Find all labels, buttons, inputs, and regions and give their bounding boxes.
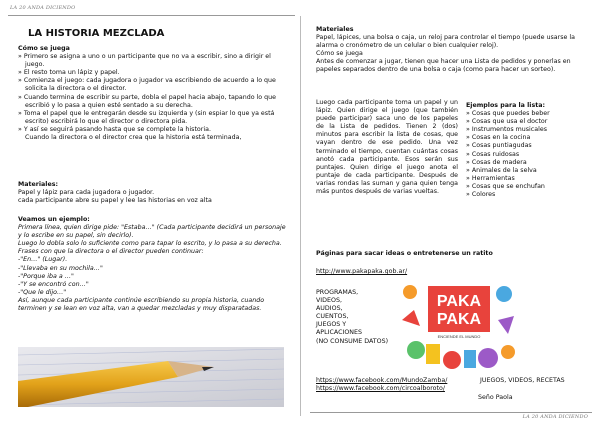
como-heading: Cómo se juega	[18, 45, 70, 52]
ejemplo-line: -"Llevaba en su mochila…"	[18, 264, 103, 272]
pakapaka-logo	[400, 280, 518, 372]
programas-line: PROGRAMAS,	[316, 289, 359, 296]
mundozamba-link[interactable]: https://www.facebook.com/MundoZamba/	[316, 377, 448, 384]
ejemplo-item: » Instrumentos musicales	[466, 126, 548, 134]
ejemplo-line: -"Porque iba a …"	[18, 272, 74, 280]
como-item: » Comienza el juego: cada jugadora o jugador va escribiendo de acuerdo a lo que solicita la directora o el director.	[18, 77, 276, 93]
ejemplo-line: -"En…" (Lugar).	[18, 256, 68, 264]
pakapaka-link[interactable]: http://www.pakapaka.gob.ar/	[316, 268, 408, 275]
materiales-section	[18, 181, 288, 205]
page-title: LA HISTORIA MEZCLADA	[28, 28, 165, 39]
mundozamba-desc: JUEGOS, VIDEOS, RECETAS	[480, 377, 565, 384]
ejemplo-item: » Herramientas	[466, 174, 515, 182]
logo-word: PAKA	[436, 293, 482, 310]
como-item: » Y así se seguirá pasando hasta que se complete la historia.	[18, 125, 211, 133]
ejemplo-item: » Animales de la selva	[466, 166, 537, 174]
ejemplo-line: -"Que le dijo…"	[18, 288, 67, 296]
ejemplo-item: » Cosas ruidosas	[466, 150, 520, 158]
materiales-line: cada participante abre su papel y lee las historias en voz alta	[18, 197, 212, 205]
ejemplo-item: » Cosas de madera	[466, 158, 527, 166]
ejemplo-item: » Cosas puntiagudas	[466, 142, 532, 150]
ejemplo-item: » Cosas que se enchufan	[466, 182, 545, 190]
programas-line: (NO CONSUME DATOS)	[316, 337, 389, 345]
ejemplo-item: » Cosas que usa el doctor	[466, 118, 548, 126]
programas-line: CUENTOS,	[316, 313, 349, 321]
logo-sub: ENCIENDE EL MUNDO	[437, 334, 481, 339]
ejemplo-line: Así, aunque cada participante continúe escribiendo su propia historia, cuando terminen y se lean en voz alta, van a quedar mezcladas y muy disparatadas.	[18, 296, 265, 313]
ejemplo-section	[18, 216, 288, 313]
signature: Seño Paola	[478, 394, 513, 401]
circoalboroto-link[interactable]: https://www.facebook.com/circoalboroto/	[316, 385, 445, 392]
como-item: » Toma el papel que le entregarán desde su izquierda y (sin espiar lo que ya está escrito) escribirá lo que el director o directora pida.	[18, 109, 275, 125]
programas-list	[316, 289, 406, 346]
logo-word: PAKA	[436, 311, 482, 328]
right-materiales-heading: Materiales	[316, 26, 354, 33]
como-item: » Primero se asigna a uno o un participante que no va a escribir, sino a dirigir el juego.	[18, 53, 271, 69]
right-materiales	[316, 26, 588, 75]
como-section	[18, 45, 288, 142]
ejemplo-heading: Veamos un ejemplo:	[18, 216, 90, 223]
programas-line: AUDIOS,	[316, 305, 343, 313]
materiales-heading: Materiales:	[18, 181, 59, 188]
header-top: LA 20 ANDA DICIENDO	[10, 5, 76, 11]
como-last: Cuando la directora o el director crea que la historia está terminada,	[25, 134, 242, 142]
header-rule	[8, 15, 295, 16]
como-item: » El resto toma un lápiz y papel.	[18, 69, 120, 77]
right-materiales-line: Cómo se juega	[316, 50, 363, 58]
footer-rule	[310, 412, 592, 413]
ejemplo-line: -"Y se encontró con…"	[18, 280, 89, 288]
paginas-heading: Páginas para sacar ideas o entretenerse un ratito	[316, 250, 493, 257]
ejemplo-item: » Cosas que puedes beber	[466, 110, 550, 118]
ejemplos-list	[466, 102, 591, 199]
ejemplos-heading: Ejemplos para la lista:	[466, 102, 545, 109]
programas-line: VIDEOS,	[316, 297, 342, 305]
como-item: » Cuando termina de escribir su parte, dobla el papel hacia abajo, tapando lo que escribió y lo pasa a quien esté sentado a su derecha.	[18, 93, 277, 109]
ejemplo-line: Luego lo dobla solo lo suficiente como para tapar lo escrito, y lo pasa a su derecha.	[18, 240, 282, 248]
ejemplo-line: Frases con que la directora o el director pueden continuar:	[18, 248, 204, 256]
page-divider	[300, 16, 301, 416]
juego-text: Luego cada participante toma un papel y un lápiz. Quien dirige el juego (que también puede participar) saca uno de los papeles de la Lista de pedidos. Tienen 2 (dos) minutos para escribir la lista de cosas, que vayan dentro de ese pedido. Una vez terminado el tiempo, cuentan cuántas cosas anotó cada participante. Esos serán sus puntajes. Quien dirige el juego anota el puntaje de cada participante. Después de varias rondas las suman y gana quien tenga más puntos después de varias vueltas.	[316, 99, 458, 196]
pencil-image	[18, 347, 284, 407]
programas-line: JUEGOS Y	[316, 321, 347, 329]
ejemplo-line: Primera línea, quien dirige pide: "Estaba…" (Cada participante decidirá un personaje y lo escribe en su papel, sin decirlo).	[18, 224, 286, 240]
ejemplo-item: » Cosas en la cocina	[466, 134, 531, 142]
right-materiales-line: Papel, lápices, una bolsa o caja, un reloj para controlar el tiempo (puede usarse la alarma o cronómetro de un celular o bien cualquier reloj).	[316, 34, 575, 50]
right-materiales-line: Antes de comenzar a jugar, tienen que hacer una Lista de pedidos y ponerlas en papeles separados dentro de una bolsa o caja (como para hacer un sorteo).	[316, 58, 571, 74]
materiales-line: Papel y lápiz para cada jugadora o jugador.	[18, 189, 155, 197]
programas-line: APLICACIONES	[316, 329, 362, 337]
header-bottom: LA 20 ANDA DICIENDO	[522, 414, 588, 420]
ejemplo-item: » Colores	[466, 191, 496, 199]
